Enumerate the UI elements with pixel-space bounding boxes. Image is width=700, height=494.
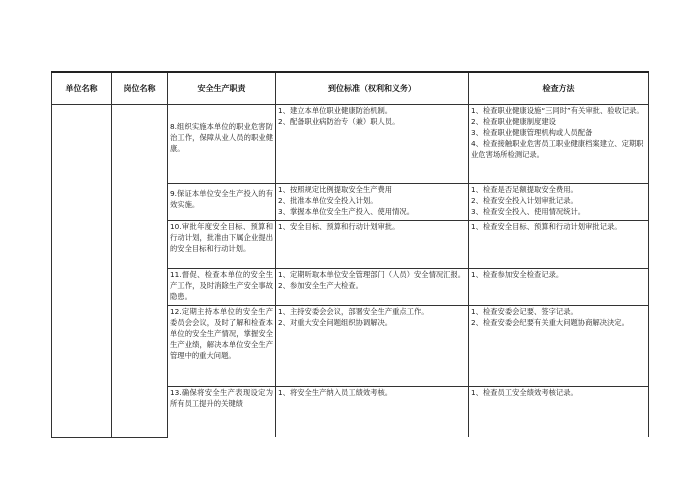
method-item: 4、检查接触职业危害员工职业健康档案建立、定期职业危害场所检测记录。: [471, 139, 644, 159]
standard-cell: [276, 387, 469, 438]
method-item: 3、检查安全投入、使用情况统计。: [471, 207, 586, 216]
standard-cell: [276, 105, 469, 184]
header-standard: 到位标准（权利和义务）: [276, 72, 469, 105]
method-item: 1、检查员工安全绩效考核记录。: [471, 388, 578, 397]
table-header-row: [52, 72, 649, 105]
standard-item: 2、参加安全生产大检查。: [278, 281, 363, 290]
standard-item: 1、主持安委会会议，部署安全生产重点工作。: [278, 307, 429, 316]
duty-cell: [168, 184, 276, 221]
method-cell: [469, 269, 649, 306]
method-item: 2、检查安全投入计划审批记录。: [471, 196, 578, 205]
duty-cell: [168, 387, 276, 438]
standard-item: 1、按照规定比例提取安全生产费用: [278, 185, 393, 194]
method-item: 1、检查职业健康设施“三同时”有关审批、验收记录。: [471, 106, 644, 115]
standard-cell: [276, 221, 469, 269]
standard-item: 2、配备职业病防治专（兼）职人员。: [278, 117, 400, 126]
standard-cell: [276, 269, 469, 306]
duty-cell: [168, 306, 276, 387]
standard-item: 1、建立本单位职业健康防治机制。: [278, 106, 393, 115]
duty-text: 13.确保将安全生产表现设定为所有员工提升的关键绩: [170, 388, 273, 408]
method-item: 2、检查职业健康制度建设: [471, 117, 556, 126]
standard-item: 2、批准本单位安全投入计划。: [278, 196, 378, 205]
duty-cell: [168, 269, 276, 306]
responsibility-table: [51, 71, 649, 438]
duty-text: 10.审批年度安全目标、预算和行动计划，批准由下属企业提出的安全目标和行动计划。: [170, 222, 273, 253]
header-check-method: 检查方法: [469, 72, 649, 105]
method-item: 1、检查安全目标、预算和行动计划审批记录。: [471, 222, 622, 231]
header-unit-name: 单位名称: [52, 72, 112, 105]
standard-item: 1、安全目标、预算和行动计划审批。: [278, 222, 400, 231]
method-cell: [469, 105, 649, 184]
unit-name-cell: [52, 105, 112, 438]
method-item: 2、检查安委会纪要有关重大问题协商解决決定。: [471, 318, 629, 327]
method-cell: [469, 306, 649, 387]
standard-item: 3、掌握本单位安全生产投入、使用情况。: [278, 207, 414, 216]
standard-cell: [276, 184, 469, 221]
duty-cell: [168, 105, 276, 184]
method-item: 1、检查是否足额提取安全费用。: [471, 185, 578, 194]
duty-text: 12.定期主持本单位的安全生产委员会会议，及时了解和检查本单位的安全生产情况，掌握安全生产业绩，解决本单位安全生产管理中的重大问题。: [170, 307, 273, 360]
standard-cell: [276, 306, 469, 387]
method-cell: [469, 184, 649, 221]
duty-text: 8.组织实施本单位的职业危害防治工作，保障从业人员的职业健康。: [170, 122, 273, 153]
position-name-cell: [112, 105, 168, 438]
standard-item: 1、定期听取本单位安全管理部门（人员）安全情况汇报。: [278, 270, 466, 279]
duty-text: 11.督促、检查本单位的安全生产工作，及时消除生产安全事故隐患。: [170, 270, 273, 301]
method-item: 1、检查参加安全检查记录。: [471, 270, 564, 279]
standard-item: 1、将安全生产纳入员工绩效考核。: [278, 388, 393, 397]
header-safety-duty: 安全生产职责: [168, 72, 276, 105]
method-item: 3、检查职业健康管理机构或人员配备: [471, 128, 593, 137]
duty-cell: [168, 221, 276, 269]
standard-item: 2、对重大安全问题组织协调解决。: [278, 318, 393, 327]
method-cell: [469, 387, 649, 438]
header-position-name: 岗位名称: [112, 72, 168, 105]
duty-text: 9.保证本单位安全生产投入的有效实施。: [170, 189, 273, 209]
table-row: [52, 105, 649, 184]
method-item: 1、检查安委会记要、签字记录。: [471, 307, 578, 316]
method-cell: [469, 221, 649, 269]
